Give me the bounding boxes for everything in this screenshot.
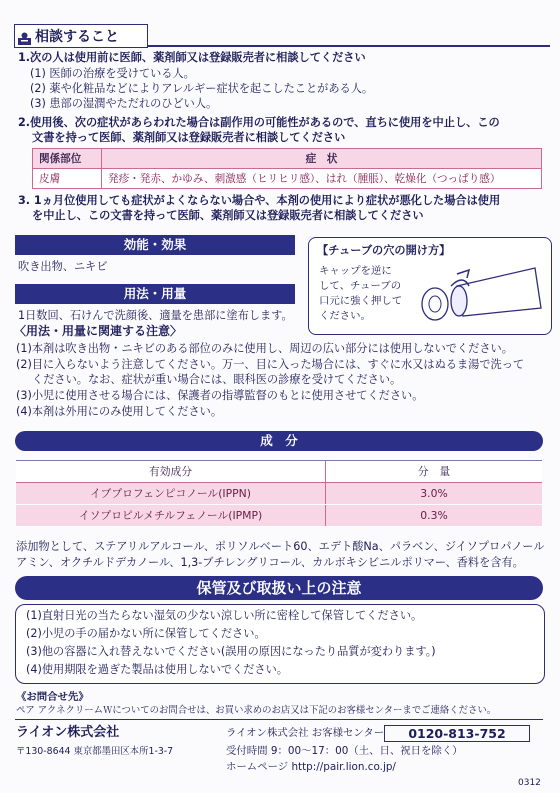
storage-item: (3)他の容器に入れ替えないでください(誤用の原因になったり品質が変わります。) (26, 645, 436, 658)
header-rule (148, 45, 550, 47)
usage-note: (1)本剤は吹き出物・ニキビのある部位のみに使用し、周辺の広い部分には使用しないでください。 (16, 342, 513, 355)
ingredients-table (16, 460, 542, 527)
company-address: 〒130-8644 東京都墨田区本所1-3-7 (16, 746, 174, 757)
usage-note: (4)本剤は外用にのみ使用してください。 (16, 405, 223, 418)
symptom-table-part: 皮膚 (33, 169, 102, 189)
company-name: ライオン株式会社 (16, 725, 120, 740)
person-icon (18, 30, 31, 43)
tube-line: ください。 (319, 310, 371, 322)
customer-center: ライオン株式会社 お客様センター (226, 727, 385, 739)
ingredients-bar (15, 431, 543, 451)
tube-line: 口元に強く押して (319, 295, 403, 307)
storage-item: (4)使用期限を過ぎた製品は使用しないでください。 (26, 663, 288, 676)
symptom-table-head-symptom: 症 状 (102, 149, 542, 169)
business-hours: 受付時間 9：00～17：00（土、日、祝日を除く） (226, 745, 463, 757)
efficacy-title: 効能・効果 (123, 237, 187, 252)
ingredient-name: イソプロピルメチルフェノール(IPMP) (16, 505, 326, 527)
ingredients-head-name: 有効成分 (16, 461, 326, 483)
ingredient-amount: 0.3% (326, 505, 543, 527)
storage-title: 保管及び取扱い上の注意 (196, 579, 362, 597)
tube-title: 【チューブの穴の開け方】 (317, 244, 451, 257)
consult-item1-lead: 1.次の人は使用前に医師、薬剤師又は登録販売者に相談してください (18, 51, 366, 64)
consult-header (14, 24, 148, 48)
contact-title: 《お問合せ先》 (16, 691, 89, 703)
storage-item: (2)小児の手の届かない所に保管してください。 (26, 627, 266, 640)
consult-item3-line2: を中止し、この文書を持って医師、薬剤師又は登録販売者に相談してください (32, 209, 424, 222)
tube-instruction-box (308, 237, 552, 335)
ingredient-amount: 3.0% (326, 483, 543, 505)
ingredients-head-amount: 分 量 (326, 461, 543, 483)
consult-title: 相談すること (35, 29, 119, 45)
tube-illustration-icon (417, 256, 545, 330)
document-code: 0312 (518, 778, 541, 788)
usage-text: 1日数回、石けんで洗顔後、適量を患部に塗布します。 (18, 309, 293, 322)
usage-title: 用法・用量 (123, 286, 187, 301)
ingredient-name: イブプロフェンピコノール(IPPN) (16, 483, 326, 505)
symptom-table-symptom: 発疹・発赤、かゆみ、刺激感（ヒリヒリ感）、はれ（腫脹）、乾燥化（つっぱり感） (102, 169, 542, 189)
tube-line: して、チューブの (319, 280, 402, 292)
phone-number: 0120-813-752 (384, 725, 530, 742)
consult-item1-sub: (1) 医師の治療を受けている人。 (30, 67, 195, 80)
usage-note: (3)小児に使用させる場合には、保護者の指導監督のもとに使用させてください。 (16, 389, 424, 402)
efficacy-bar (15, 235, 295, 255)
consult-item2-line2: 文書を持って医師、薬剤師又は登録販売者に相談してください (32, 131, 346, 144)
additives-line: 添加物として、ステアリルアルコール、ポリソルベート60、エデト酸Na、パラベン、ジイソプロパノール (16, 540, 545, 553)
usage-note: ください。なお、症状が重い場合には、眼科医の診療を受けてください。 (32, 373, 402, 386)
contact-rule (15, 719, 543, 720)
symptom-table-head-part: 関係部位 (33, 149, 102, 169)
usage-bar (15, 284, 295, 304)
homepage-link[interactable]: ホームページ http://pair.lion.co.jp/ (226, 761, 396, 773)
ingredients-title: 成 分 (260, 433, 298, 448)
usage-note: (2)目に入らないよう注意してください。万一、目に入った場合には、すぐに水又はぬるま湯で洗って (16, 358, 525, 371)
consult-item1-sub: (2) 薬や化粧品などによりアレルギー症状を起こしたことがある人。 (30, 82, 374, 95)
efficacy-text: 吹き出物、ニキビ (18, 260, 108, 273)
consult-item1-sub: (3) 患部の湿潤やただれのひどい人。 (30, 97, 218, 110)
storage-bar (15, 576, 543, 600)
consult-item2-line1: 2.使用後、次の症状があらわれた場合は副作用の可能性があるので、直ちに使用を中止し、この (18, 116, 500, 129)
symptom-table (32, 148, 542, 189)
usage-related-title: 〈用法・用量に関連する注意〉 (14, 324, 183, 338)
additives-line: アミン、オクチルドデカノール、1,3-ブチレングリコール、カルボキシビニルポリマー、香料を含有。 (16, 556, 524, 569)
storage-box (15, 604, 545, 684)
storage-item: (1)直射日光の当たらない湿気の少ない涼しい所に密栓して保管してください。 (26, 609, 423, 622)
tube-line: キャップを逆に (319, 265, 392, 277)
contact-text: ペア アクネクリームＷについてのお問合せは、お買い求めのお店又は下記のお客様センターまでご連絡ください。 (16, 705, 497, 716)
consult-item3-line1: 3. 1ヵ月位使用しても症状がよくならない場合や、本剤の使用により症状が悪化した場合は使用 (18, 194, 501, 207)
